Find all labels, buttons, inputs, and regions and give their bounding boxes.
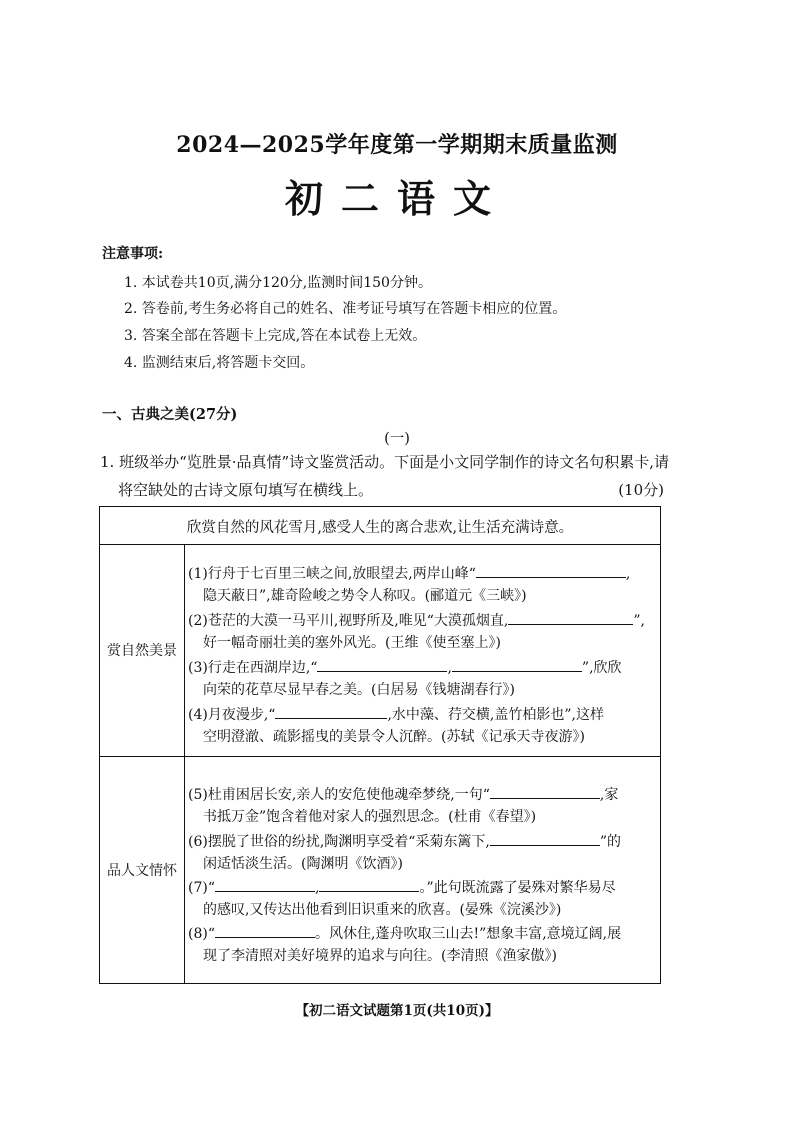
answer-blank[interactable] bbox=[215, 923, 315, 938]
answer-blank[interactable] bbox=[452, 657, 582, 672]
category-humanity: 品人文情怀 bbox=[107, 863, 177, 879]
item-2-line1: (2)苍茫的大漠一马平川,视野所及,唯见“大漠孤烟直, ”, bbox=[188, 610, 645, 630]
item-6-line1: (6)摆脱了世俗的纷扰,陶渊明享受着“采菊东篱下, ”的 bbox=[188, 831, 621, 851]
answer-blank[interactable] bbox=[476, 563, 626, 578]
item-5-line2: 书抵万金”饱含着他对家人的强烈思念。(杜甫《春望》) bbox=[203, 809, 537, 825]
subject-title: 初二语文 bbox=[284, 176, 509, 221]
answer-blank[interactable] bbox=[508, 610, 633, 625]
part-label: (一) bbox=[384, 431, 410, 447]
table-intro: 欣赏自然的风花雪月,感受人生的离合悲欢,让生活充满诗意。 bbox=[186, 520, 574, 536]
answer-blank[interactable] bbox=[490, 831, 600, 846]
note-item: 1. 本试卷共10页,满分120分,监测时间150分钟。 bbox=[124, 275, 432, 291]
item-4-line1: (4)月夜漫步,“ ,水中藻、荇交横,盖竹柏影也”,这样 bbox=[188, 704, 604, 724]
question-prompt-cont: 将空缺处的古诗文原句填写在横线上。 bbox=[118, 481, 374, 499]
category-nature: 赏自然美景 bbox=[107, 643, 177, 659]
answer-blank[interactable] bbox=[490, 784, 600, 799]
item-6-line2: 闲适恬淡生活。(陶渊明《饮酒》) bbox=[203, 856, 403, 872]
exam-title: 2024—2025学年度第一学期期末质量监测 bbox=[176, 132, 618, 158]
item-4-line2: 空明澄澈、疏影摇曳的美景令人沉醉。(苏轼《记承天寺夜游》) bbox=[203, 729, 585, 745]
item-7-line2: 的感叹,又传达出他看到旧识重来的欣喜。(晏殊《浣溪沙》) bbox=[203, 902, 562, 918]
item-7-line1: (7)“ , 。”此句既流露了晏殊对繁华易尽 bbox=[188, 877, 616, 897]
item-3-line1: (3)行走在西湖岸边,“ , ”,欣欣 bbox=[188, 657, 622, 677]
answer-blank[interactable] bbox=[317, 657, 447, 672]
note-item: 3. 答案全部在答题卡上完成,答在本试卷上无效。 bbox=[124, 328, 427, 344]
answer-blank[interactable] bbox=[319, 877, 419, 892]
item-1-line1: (1)行舟于七百里三峡之间,放眼望去,两岸山峰“ , bbox=[188, 563, 630, 583]
question-score: (10分) bbox=[618, 481, 664, 499]
question-prompt: 1. 班级举办“览胜景·品真情”诗文鉴赏活动。下面是小文同学制作的诗文名句积累卡,请 bbox=[100, 453, 669, 471]
answer-blank[interactable] bbox=[275, 704, 387, 719]
page-footer: 【初二语文试题第1页(共10页)】 bbox=[295, 1003, 499, 1019]
note-item: 2. 答卷前,考生务必将自己的姓名、准考证号填写在答题卡相应的位置。 bbox=[124, 301, 567, 317]
notes-title: 注意事项: bbox=[102, 246, 164, 262]
answer-blank[interactable] bbox=[215, 877, 315, 892]
section-title: 一、古典之美(27分) bbox=[102, 406, 238, 423]
item-8-line2: 现了李清照对美好境界的追求与向往。(李清照《渔家傲》) bbox=[203, 948, 557, 964]
table-column-divider bbox=[184, 544, 185, 984]
item-1-line2: 隐天蔽日”,雄奇险峻之势令人称叹。(郦道元《三峡》) bbox=[203, 588, 527, 604]
item-5-line1: (5)杜甫困居长安,亲人的安危使他魂牵梦绕,一句“ ,家 bbox=[188, 784, 618, 804]
item-8-line1: (8)“ 。风休住,蓬舟吹取三山去!”想象丰富,意境辽阔,展 bbox=[188, 923, 621, 943]
note-item: 4. 监测结束后,将答题卡交回。 bbox=[124, 355, 315, 371]
item-2-line2: 好一幅奇丽壮美的塞外风光。(王维《使至塞上》) bbox=[203, 635, 501, 651]
item-3-line2: 向荣的花草尽显早春之美。(白居易《钱塘湖春行》) bbox=[203, 682, 515, 698]
